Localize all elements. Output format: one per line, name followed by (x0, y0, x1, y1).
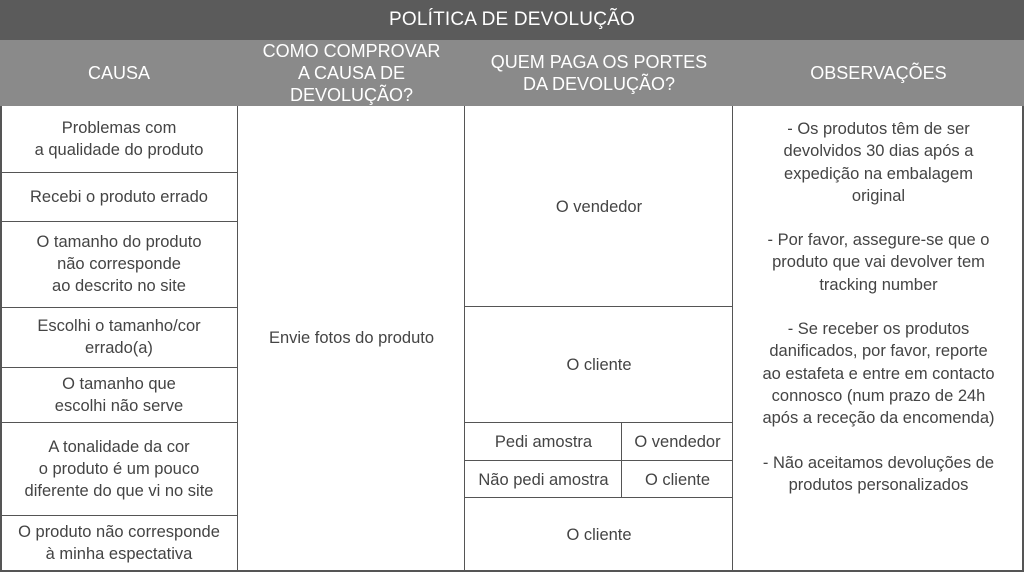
cause-cell: Escolhi o tamanho/cor errado(a) (37, 317, 201, 357)
header-causa: CAUSA (0, 40, 238, 106)
header-portes: QUEM PAGA OS PORTES DA DEVOLUÇÃO? (465, 40, 733, 106)
observation-item: - Por favor, assegure-se que o produto que vai devolver tem tracking number (767, 231, 990, 294)
grid-line (0, 515, 238, 516)
observation-item: - Os produtos têm de ser devolvidos 30 dias após a expedição na embalagem original (783, 120, 974, 205)
payer-cliente-cell: O cliente (566, 356, 632, 374)
observations-cell (733, 106, 1024, 572)
grid-line (0, 367, 238, 368)
grid-line (0, 307, 238, 308)
observation-item: - Se receber os produtos danificados, por favor, reporte ao estafeta e entre em contacto connosco (num prazo de 24h após a receção da encomenda) (762, 320, 995, 428)
payer-cliente-cell: O cliente (566, 526, 632, 544)
grid-line (0, 172, 238, 173)
grid-line (0, 106, 2, 572)
grid-line (732, 106, 733, 572)
observation-item: - Não aceitamos devoluções de produtos personalizados (762, 453, 995, 494)
sample-no-label: Não pedi amostra (478, 470, 609, 489)
grid-line (0, 221, 238, 222)
header-comprovar: COMO COMPROVAR A CAUSA DE DEVOLUÇÃO? (238, 40, 465, 106)
cause-cell: O tamanho que escolhi não serve (54, 374, 184, 415)
header-observacoes: OBSERVAÇÕES (733, 40, 1024, 106)
payer-vendedor-cell: O vendedor (555, 197, 643, 216)
grid-line (621, 422, 622, 498)
grid-line (465, 497, 733, 498)
sample-yes-payer: O vendedor (634, 433, 721, 451)
sample-no-payer: O cliente (644, 470, 711, 489)
proof-cell: Envie fotos do produto (268, 329, 435, 347)
cause-cell: Problemas com a qualidade do produto (34, 119, 204, 159)
grid-line (464, 106, 465, 572)
cause-cell: O tamanho do produto não corresponde ao descrito no site (36, 233, 202, 295)
cause-cell: A tonalidade da cor o produto é um pouco diferente do que vi no site (24, 437, 214, 500)
grid-line (465, 306, 733, 307)
grid-line (465, 422, 733, 423)
table-title: POLÍTICA DE DEVOLUÇÃO (0, 0, 1024, 40)
grid-line (465, 460, 733, 461)
sample-yes-label: Pedi amostra (494, 433, 593, 451)
cause-cell: Recebi o produto errado (30, 187, 208, 206)
grid-line (237, 106, 238, 572)
cause-cell: O produto não corresponde à minha espectativa (18, 522, 220, 563)
grid-line (0, 422, 238, 423)
